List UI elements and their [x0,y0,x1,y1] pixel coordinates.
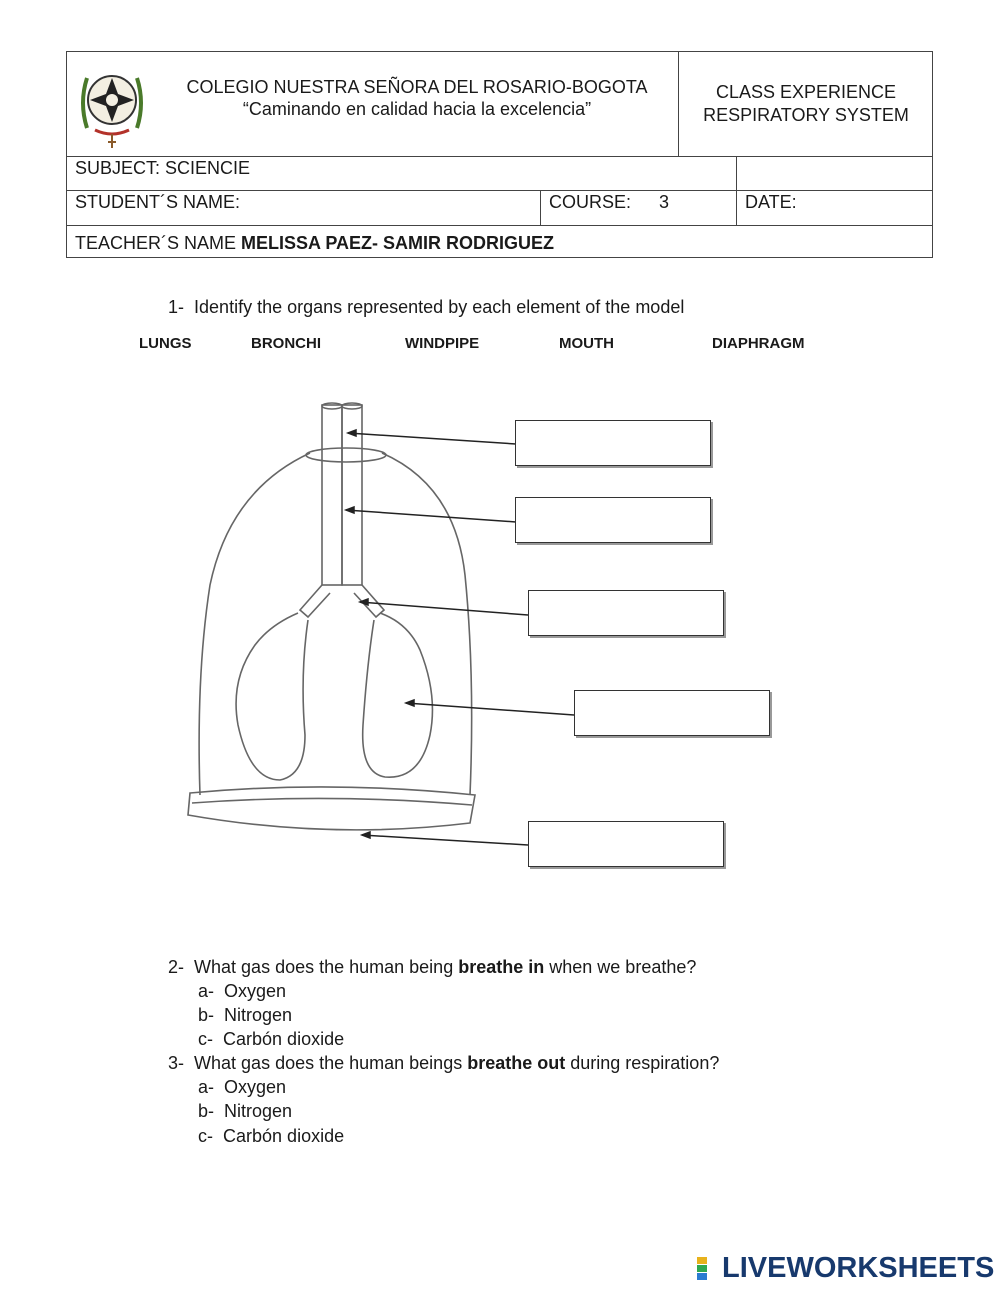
answer-box-3[interactable] [528,590,724,636]
question-2-text-post: when we breathe? [549,957,697,977]
question-2-number: 2- [168,957,185,977]
school-title [157,76,677,120]
answer-box-1[interactable] [515,420,711,466]
question-2-text-pre: What gas does the human being [194,957,454,977]
header-table [66,51,933,258]
word-bank-lungs[interactable]: LUNGS [139,335,192,352]
q3-option-c[interactable]: c- Carbón dioxide [198,1126,345,1146]
q3-option-b[interactable]: b- Nitrogen [198,1101,293,1121]
question-1-text: Identify the organs represented by each element of the model [194,297,685,317]
school-name: COLEGIO NUESTRA SEÑORA DEL ROSARIO-BOGOTA [186,77,648,97]
school-crest-logo [77,58,147,150]
teacher-label: TEACHER´S NAME [75,233,237,253]
question-3 [168,1053,719,1074]
liveworksheets-logo-icon [697,1257,719,1281]
question-3-text-post: during respiration? [570,1053,720,1073]
word-bank-diaphragm[interactable]: DIAPHRAGM [712,335,805,352]
school-motto: “Caminando en calidad hacia la excelencia” [242,99,592,119]
question-3-text-bold: breathe out [467,1053,566,1073]
answer-box-4[interactable] [574,690,770,736]
experience-line2: RESPIRATORY SYSTEM [703,105,909,125]
class-experience-title [679,81,933,127]
liveworksheets-brand[interactable]: LIVEWORKSHEETS [722,1252,995,1284]
question-2 [168,957,696,978]
answer-box-5[interactable] [528,821,724,867]
question-3-number: 3- [168,1053,185,1073]
subject-label: SUBJECT: SCIENCIE [75,158,251,178]
word-bank-windpipe[interactable]: WINDPIPE [405,335,480,352]
q2-option-a[interactable]: a- Oxygen [198,981,287,1001]
q2-option-b[interactable]: b- Nitrogen [198,1005,293,1025]
teacher-names: MELISSA PAEZ- SAMIR RODRIGUEZ [241,233,555,253]
word-bank-mouth[interactable]: MOUTH [559,335,614,352]
question-3-text-pre: What gas does the human beings [194,1053,463,1073]
question-2-text-bold: breathe in [458,957,545,977]
experience-line1: CLASS EXPERIENCE [715,82,897,102]
course-label: COURSE: [549,192,632,212]
q2-option-c[interactable]: c- Carbón dioxide [198,1029,345,1049]
teacher-row [75,233,554,254]
question-1-number: 1- [168,297,185,317]
course-value: 3 [659,192,670,212]
q3-option-a[interactable]: a- Oxygen [198,1077,287,1097]
question-1 [168,297,684,318]
word-bank-bronchi[interactable]: BRONCHI [251,335,321,352]
answer-box-2[interactable] [515,497,711,543]
date-label: DATE: [745,192,797,212]
student-name-label: STUDENT´S NAME: [75,192,241,212]
